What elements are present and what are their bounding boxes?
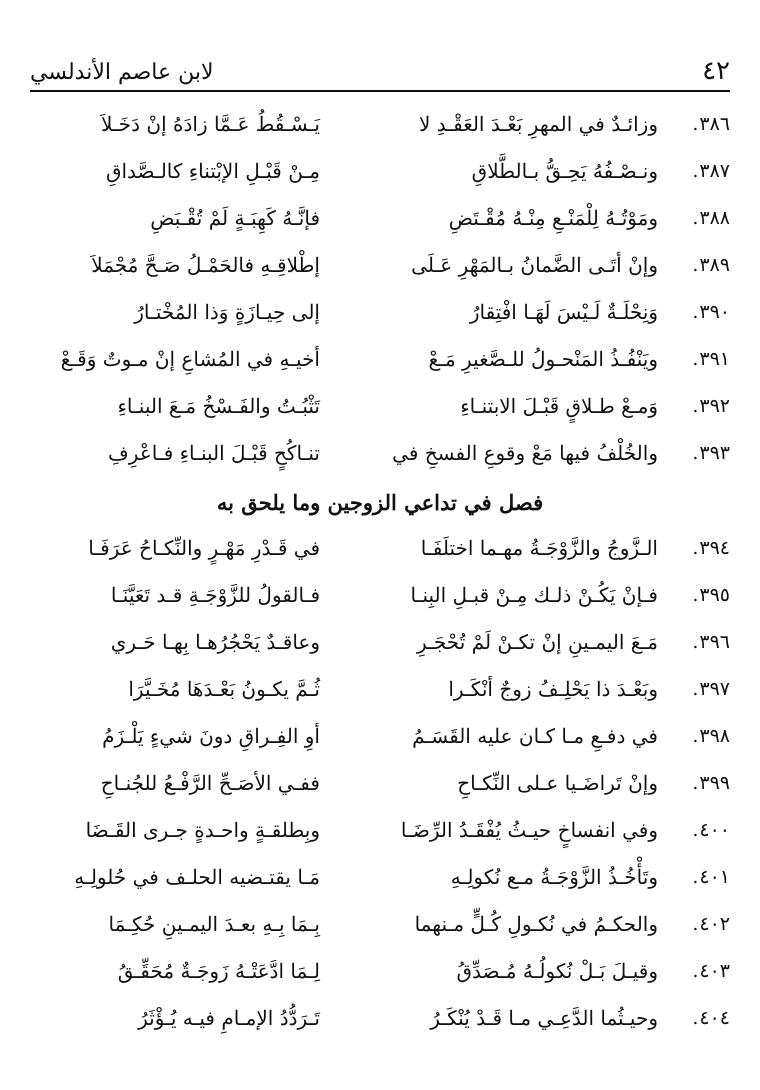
verse-second-hemistich: يَـسْـقُطُ عَـمَّا زادَهُ إنْ دَخَـلاَ (100, 111, 320, 136)
verse-second-hemistich: إلى حِيـازَةٍ وَذا المُخْتـارُ (134, 299, 320, 324)
verse-first-hemistich: وَنِحْلَـةٌ لَـيْسَ لَهَـا افْتِقارُ (469, 299, 658, 324)
verse-first-hemistich: ويَنْفُـذُ المَنْحـولُ للـصَّغيرِ مَـعْ (428, 346, 658, 371)
verse-row (30, 241, 730, 288)
verse-row (30, 947, 730, 994)
verse-number: ٤٠٢ . (668, 900, 730, 947)
verse-row (30, 712, 730, 759)
verse-number: ٣٩٥ . (668, 571, 730, 618)
verse-first-hemistich: فـإنْ يَكُـنْ ذلـك مِـنْ قبـلِ البِنـا (410, 582, 658, 607)
section-heading: فصل في تداعي الزوجين وما يلحق به (216, 489, 544, 515)
verse-first-hemistich: وإنْ تَراضَـيا عـلى النِّكـاحِ (457, 770, 658, 795)
verse-second-hemistich: وعاقـدٌ يَحْجُرُهـا بِهـا حَـري (110, 629, 320, 654)
verse-second-hemistich: بِـمَا بِـهِ بعـدَ اليمـينِ حُكِـمَا (108, 911, 320, 936)
verse-row (30, 806, 730, 853)
verse-first-hemistich: وحيـثُما الدَّعِـي مـا قَـدْ يُنْكَـرُ (430, 1005, 658, 1030)
verse-row (30, 900, 730, 947)
verse-second-hemistich: مِـنْ قَبْـلِ الإبْتناءِ كالـصَّداقِ (105, 158, 320, 183)
verses-block-1 (30, 100, 730, 476)
verse-number: ٤٠٤ . (668, 994, 730, 1041)
verse-second-hemistich: ثُـمَّ يكـونُ بَعْـدَهَا مُخَـيَّرَا (128, 676, 320, 701)
verse-number: ٣٨٨ . (668, 194, 730, 241)
verse-number: ٤٠٣ . (668, 947, 730, 994)
verse-second-hemistich: أوِ الفِـراقِ دونَ شيءٍ يَلْـزَمُ (102, 723, 320, 748)
verse-first-hemistich: وبَعْـدَ ذا يَحْلِـفُ زوجٌ أنْكَـرا (448, 676, 658, 701)
verse-first-hemistich: الـزَّوجُ والزَّوْجَـةُ مهـما اختلَفَـا (420, 535, 658, 560)
verse-number: ٣٩٢ . (668, 382, 730, 429)
verse-first-hemistich: وزائـدٌ في المهرِ بَعْـدَ العَقْـدِ لا (418, 111, 658, 136)
verse-second-hemistich: في قَـدْرِ مَهْـرٍ والنِّكـاحُ عَرَفَـا (88, 535, 320, 560)
verse-second-hemistich: تنـاكُحٍ قَبْـلَ البنـاءِ فـاعْرِفِ (108, 440, 320, 465)
verse-second-hemistich: فإنَّـهُ كَهِبَـةٍ لَمْ تُقْـبَضِ (150, 205, 320, 230)
verse-row (30, 759, 730, 806)
verse-second-hemistich: تَـرَدُّدُ الإمـامِ فيـه يُـؤْثَرُ (138, 1005, 320, 1030)
verse-number: ٣٨٦ . (668, 100, 730, 147)
verse-first-hemistich: وتَأْخُـذُ الزَّوْجَـةُ مـع نُكولِـهِ (450, 864, 658, 889)
verse-first-hemistich: وَمـعْ طـلاقٍ قَبْـلَ الابتنـاءِ (460, 393, 658, 418)
verse-number: ٣٨٧ . (668, 147, 730, 194)
verse-second-hemistich: وبِطلقـةٍ واحـدةٍ جـرى القَـضَا (85, 817, 320, 842)
verse-row (30, 335, 730, 382)
verse-row (30, 382, 730, 429)
verse-first-hemistich: وإنْ أتَـى الضَّمانُ بـالمَهْرِ عَـلَى (411, 252, 658, 277)
running-title: لابن عاصم الأندلسي (30, 60, 214, 85)
verse-row (30, 524, 730, 571)
verse-first-hemistich: ومَوْتُـهُ لِلْمَنْـعِ مِنْـهُ مُقْـتَضِ (448, 205, 658, 230)
verse-number: ٣٩٦ . (668, 618, 730, 665)
verse-row (30, 100, 730, 147)
verse-first-hemistich: ونـصْـفُهُ يَحِـقُّ بـالطَّلاقِ (471, 158, 658, 183)
page-number: ٤٢ (702, 56, 730, 86)
verse-number: ٣٩٣ . (668, 429, 730, 476)
verse-second-hemistich: مَـا يقتـضيه الحلـف في حُلولِـهِ (74, 864, 320, 889)
verse-number: ٣٩٨ . (668, 712, 730, 759)
verse-row (30, 665, 730, 712)
verse-second-hemistich: فـالقولُ للزَّوْجَـةِ قـد تَعَيَّنَـا (110, 582, 320, 607)
verse-first-hemistich: والحكـمُ في نُكـولِ كُـلٍّ مـنهما (414, 911, 658, 936)
verse-row (30, 571, 730, 618)
verse-number: ٣٩٠ . (668, 288, 730, 335)
verse-first-hemistich: مَـعَ اليمـينِ إنْ تكـنْ لَمْ تُحْجَـرِ (417, 629, 658, 654)
verse-first-hemistich: والخُلْفُ فيها مَعْ وقوعِ الفسخِ في (392, 440, 658, 465)
verse-row (30, 618, 730, 665)
verse-row (30, 853, 730, 900)
verse-number: ٤٠١ . (668, 853, 730, 900)
verse-second-hemistich: ففـي الأصَـحِّ الرَّفْـعُ للجُنـاحِ (100, 770, 320, 795)
verse-row (30, 194, 730, 241)
verse-row (30, 288, 730, 335)
page-header (30, 44, 730, 92)
verse-number: ٣٩٤ . (668, 524, 730, 571)
verse-second-hemistich: إطْلاقِـهِ فالحَمْـلُ صَـحَّ مُجْمَلاَ (91, 252, 320, 277)
verses-block-2 (30, 524, 730, 1041)
verse-second-hemistich: لِـمَا ادَّعَتْـهُ زَوجَـةٌ مُحَقِّـقُ (117, 958, 320, 983)
verse-first-hemistich: في دفـعِ مـا كـان عليه القَسَـمُ (412, 723, 658, 748)
verse-second-hemistich: أخيـهِ في المُشاعِ إنْ مـوتٌ وَقَـعْ (60, 346, 320, 371)
verse-first-hemistich: وفي انفساخٍ حيـثُ يُفْقَـدُ الرِّضَـا (400, 817, 658, 842)
verse-number: ٣٩٧ . (668, 665, 730, 712)
verse-number: ٣٩١ . (668, 335, 730, 382)
verse-first-hemistich: وقيـلَ بَـلْ نُكولُـهُ مُـصَدِّقُ (456, 958, 658, 983)
verse-row (30, 994, 730, 1041)
verse-number: ٤٠٠ . (668, 806, 730, 853)
verse-row (30, 147, 730, 194)
verse-row (30, 429, 730, 476)
verse-second-hemistich: تَثْبُـتُ والفَـسْخُ مَـعَ البنـاءِ (117, 393, 320, 418)
verse-number: ٣٨٩ . (668, 241, 730, 288)
verse-number: ٣٩٩ . (668, 759, 730, 806)
